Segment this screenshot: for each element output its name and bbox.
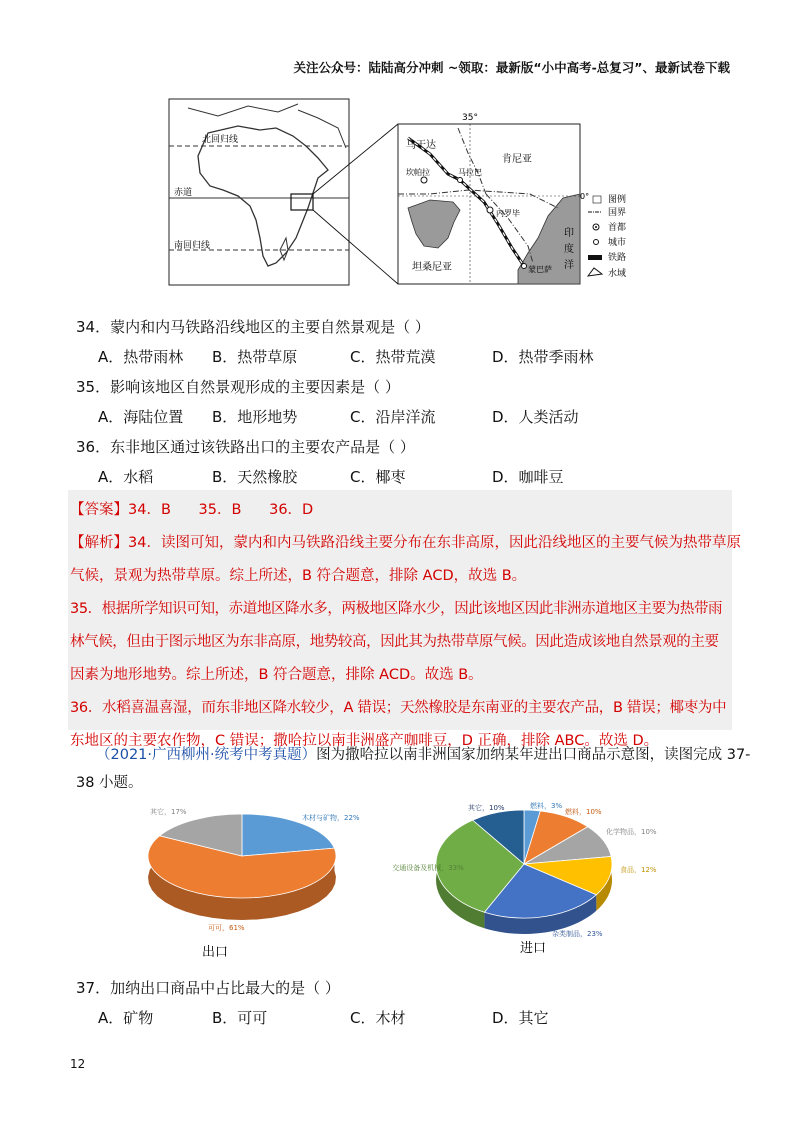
intro-source: （2021·广西柳州·统考中考真题） xyxy=(96,747,317,763)
export-pie xyxy=(148,807,360,933)
answer-line xyxy=(70,494,313,527)
legend-water: 水域 xyxy=(608,269,627,279)
inset-kenya: 肯尼亚 xyxy=(502,154,532,165)
legend-title: 图例 xyxy=(608,195,627,205)
answer-text: 34．B 35．B 36．D xyxy=(128,502,314,518)
export-pie-title: 出口 xyxy=(202,945,229,960)
q36-option-a: A．水稻 xyxy=(98,468,154,486)
ghana-trade-pie-charts xyxy=(120,800,680,970)
inset-kampala: 坎帕拉 xyxy=(406,168,430,177)
inset-zero: 0° xyxy=(580,192,590,201)
inset-ocean-2: 度 xyxy=(564,244,574,255)
inset-ocean-3: 洋 xyxy=(564,260,574,271)
pie-data-label: 其它，17% xyxy=(150,808,187,816)
page-header: 关注公众号：陆陆高分冲刺 ~领取：最新版“小中高考-总复习”、最新试卷下载 xyxy=(293,60,730,75)
q37-option-a: A．矿物 xyxy=(98,1009,154,1027)
legend-city: 城市 xyxy=(608,238,627,248)
import-pie xyxy=(392,801,657,939)
q36-option-d: D．咖啡豆 xyxy=(492,468,564,486)
analysis-tag: 【解析】 xyxy=(70,535,128,551)
q34-option-c: C．热带荒漠 xyxy=(350,348,436,366)
analysis-line-6: 36．水稻喜温喜湿，而东非地区降水较少，A 错误；天然橡胶是东南亚的主要农产品，B 错误；椰枣为中 xyxy=(70,700,727,716)
inset-uganda: 乌干达 xyxy=(406,140,436,151)
q34-option-d: D．热带季雨林 xyxy=(492,348,594,366)
q36-option-c: C．椰枣 xyxy=(350,468,406,486)
legend-border: 国界 xyxy=(608,208,627,218)
equator-label: 赤道 xyxy=(174,188,193,198)
import-pie-title: 进口 xyxy=(520,941,547,956)
q35-option-c: C．沿岸洋流 xyxy=(350,408,436,426)
pie-data-label: 食品，12% xyxy=(620,866,657,874)
inset-ocean-1: 印 xyxy=(564,228,574,239)
analysis-line-1: 34．读图可知，蒙内和内马铁路沿线主要分布在东非高原，因此沿线地区的主要气候为热带草原 xyxy=(128,535,741,551)
pie-data-label: 交通设备及机械，33% xyxy=(392,864,464,872)
analysis-line-7: 东地区的主要农作物，C 错误；撒哈拉以南非洲盛产咖啡豆，D 正确，排除 ABC。故选 D。 xyxy=(70,733,659,749)
q37-option-c: C．木材 xyxy=(350,1009,406,1027)
pie-data-label: 杂类制品，23% xyxy=(552,930,603,938)
q34-option-a: A．热带雨林 xyxy=(98,348,184,366)
pie-data-label: 燃料，10% xyxy=(565,808,602,816)
page-number: 12 xyxy=(70,1057,86,1071)
inset-longitude: 35° xyxy=(462,113,478,123)
q34-option-b: B．热带草原 xyxy=(212,348,298,366)
pie-data-label: 燃料，3% xyxy=(530,802,563,810)
question-35-stem: 35．影响该地区自然景观形成的主要因素是（ ） xyxy=(76,378,400,396)
inset-malaba: 马拉巴 xyxy=(458,168,482,177)
answer-tag: 【答案】 xyxy=(70,502,128,518)
pie-data-label: 其它，10% xyxy=(468,804,505,812)
pie-data-label: 可可，61% xyxy=(208,924,245,932)
map-legend xyxy=(588,193,626,279)
q35-option-a: A．海陆位置 xyxy=(98,408,184,426)
intro-text-2: 38 小题。 xyxy=(76,775,143,791)
q37-option-d: D．其它 xyxy=(492,1009,549,1027)
tropic-cancer-label: 北回归线 xyxy=(202,135,239,145)
analysis-line-5: 因素为地形地势。综上所述，B 符合题意，排除 ACD。故选 B。 xyxy=(70,667,483,683)
tropic-capricorn-label: 南回归线 xyxy=(174,241,211,251)
question-37-stem: 37．加纳出口商品中占比最大的是（ ） xyxy=(76,979,340,997)
africa-map-figure xyxy=(168,98,628,288)
analysis-block xyxy=(70,527,741,758)
q36-option-b: B．天然橡胶 xyxy=(212,468,298,486)
q37-option-b: B．可可 xyxy=(212,1009,268,1027)
pie-data-label: 木材与矿物，22% xyxy=(302,814,360,822)
intro-line-1 xyxy=(96,743,750,764)
legend-capital: 首都 xyxy=(608,223,627,233)
analysis-line-4: 林气候，但由于图示地区为东非高原，地势较高，因此其为热带草原气候。因此造成该地自然景观的主要 xyxy=(70,634,719,650)
pie-data-label: 化学物品，10% xyxy=(606,828,657,836)
question-36-stem: 36．东非地区通过该铁路出口的主要农产品是（ ） xyxy=(76,438,415,456)
inset-mombasa: 蒙巴萨 xyxy=(528,265,552,274)
analysis-line-3: 35．根据所学知识可知，赤道地区降水多，两极地区降水少，因此该地区因此非洲赤道地区主要为热带雨 xyxy=(70,601,723,617)
inset-tanzania: 坦桑尼亚 xyxy=(412,262,452,273)
q35-option-b: B．地形地势 xyxy=(212,408,298,426)
analysis-line-2: 气候，景观为热带草原。综上所述，B 符合题意，排除 ACD，故选 B。 xyxy=(70,568,527,584)
intro-text-1: 图为撒哈拉以南非洲国家加纳某年进出口商品示意图，读图完成 37- xyxy=(316,747,751,763)
question-34-stem: 34．蒙内和内马铁路沿线地区的主要自然景观是（ ） xyxy=(76,318,430,336)
q35-option-d: D．人类活动 xyxy=(492,408,579,426)
legend-railway: 铁路 xyxy=(608,253,627,263)
inset-nairobi: 内罗毕 xyxy=(496,209,520,218)
